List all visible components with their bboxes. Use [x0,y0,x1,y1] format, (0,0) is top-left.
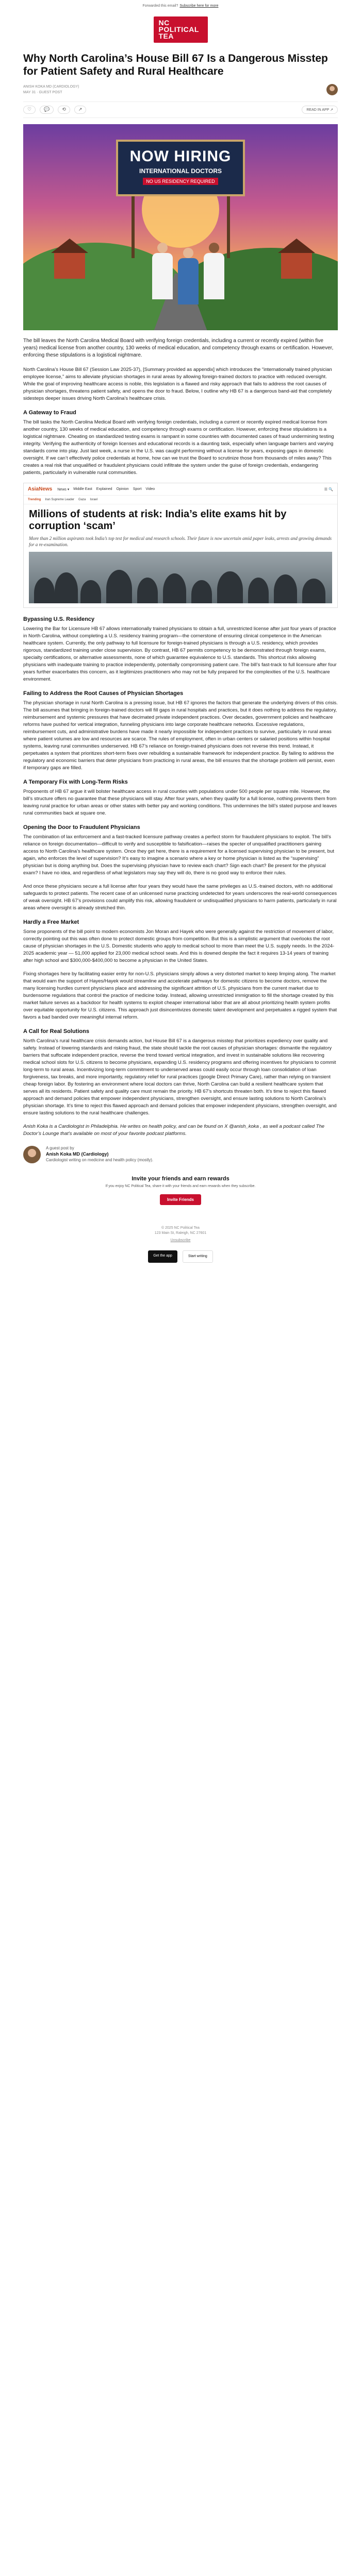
comment-button[interactable]: 💬 [40,106,54,114]
invite-subtitle: If you enjoy NC Political Tea, share it with your friends and earn rewards when they subscribe. [105,1184,256,1188]
footer-address: 123 Main St, Raleigh, NC 27601 [154,1231,207,1235]
invite-title: Invite your friends and earn rewards [132,1176,229,1182]
footer-links [23,1238,338,1243]
paragraph-solutions: North Carolina’s rural healthcare crisis demands action, but House Bill 67 is a dangerous misstep that prioritizes expediency over quality and safety. Instead of lowering standards and risking fraud, the state should tackle the root causes of physician shortages: dismantle the regulatory barriers that suffocate independent practice, reverse the trend toward vertical integration, and invest in sustainable solutions like recovering medical school slots for U.S. citizens to become physicians, expanding U.S. residency programs and offering incentives for physicians to commit long-term to rural areas. Incentivizing long-term commitment to underserved areas could easily occur through loan consolidation of loan forgiveness, tax breaks, and more importantly, regulatory relief for rural practices (google Direct Primary Care), rather than relying on transient cheap foreign labor. By fostering an environment where local doctors can thrive, North Carolina can build a resilient healthcare system that serves all its residents. Patient safety and quality care must remain the priority. HB 67’s shortcuts threaten both. It’s time to reject this flawed approach and demand policies that empower independent physicians, strengthen oversight, and ensure lasting solutions to North Carolina’s physician shortage. It’s time to reject this flawed approach and demand policies that empower independent physicians, strengthen oversight, and ensure lasting solutions to the rural healthcare challenges. [23,1038,337,1116]
embed-nav-item[interactable]: Sport [133,487,142,491]
paragraph-fraudulent-2: And once these physicians secure a full license after four years they would have the same privileges as U.S.-trained doctors, with no additional safeguards to protect patients. The recent case of an unlicensed nurse practicing undetected for years underscores the real-world consequences of weak oversight. HB 67’s provisions could amplify this risk, allowing fraudulent or undisqualified physicians to harm patients, particularly in rural areas where oversight is already stretched thin. [23,884,337,911]
like-button[interactable]: ♡ [23,106,36,114]
embed-nav-item[interactable]: Middle East [73,487,92,491]
forward-text: Forwarded this email? [142,4,178,8]
sign-post-left [132,196,135,258]
subscribe-link[interactable]: Subscribe here for more [179,4,219,8]
paragraph-fraud: The bill tasks the North Carolina Medical Board with verifying foreign credentials, including a current or recently expired medical license from another country, 130 weeks of medical education, and competency through exams or certification. However, enforcing these stipulations is a logistical nightmare. Cheating on standardized testing exams is rampant in some countries with documented cases of fraud undermining testing integrity. Verifying the authenticity of foreign licenses and educational records is a daunting task, especially when language barriers and varying standards come into play. Just last week, a nurse in the U.S. was caught performing without a license for years, exposing gaps in domestic oversight. If we can’t effectively police credentials at home, how can we trust the Board to scrutinize those from thousands of miles away? This creates a real risk that unqualified or fraudulent physicians could infiltrate the system under the guise of foreign credentials, endangering patients, particularly in vulnerable rural communities. [23,419,334,476]
byline-row [23,84,338,95]
hiring-sign [116,140,245,196]
embed-nav-item[interactable]: Opinion [116,487,129,491]
article-container [23,52,338,1263]
embed-trending-bar [24,496,337,504]
forward-bar [0,0,361,11]
masthead [0,11,361,52]
share-button[interactable]: ↗ [74,106,87,114]
guest-name[interactable]: Anish Koka MD (Cardiology) [46,1151,109,1157]
get-app-button[interactable]: Get the app [148,1250,177,1263]
footer-app-bar [23,1250,338,1263]
embed-nav-item[interactable]: News ▾ [57,487,70,492]
embed-menu-search-icons[interactable]: ☰ 🔍 [324,487,333,492]
doctor-figure-2 [178,248,199,304]
embed-trending-item[interactable]: Israel [90,498,98,501]
paragraph-fraudulent-1: The combination of lax enforcement and a fast-tracked licensure pathway creates a perfect storm for fraudulent physicians to exploit. The bill’s reliance on foreign documentation—difficult to verify and susceptible to falsification—raises the specter of unqualified practitioners gaining access to North Carolina’s healthcare system. Once they get here, there is a requirement for a licensed supervising physician to be present, but again, who enforces the level of supervision? It’s easy to imagine a scenario where a key or home physician is listed as the “supervising” physician but is doing anything but. Does the supervising physician have to review each chart? Sign each chart? Be present for the physical exam? I have no idea, and regardless of what legislators may say they will do, there is no good way to enforce their rules. [23,834,334,876]
guest-post-credit [23,1146,338,1163]
sign-post-right [227,196,230,258]
hero-illustration [23,124,338,330]
embed-nav [57,487,155,492]
embed-trending-item[interactable]: Gaza [78,498,86,501]
embed-title[interactable]: Millions of students at risk: India’s elite exams hit by corruption ‘scam’ [29,509,287,532]
embedded-article-card[interactable] [23,483,338,608]
embed-body [24,504,337,607]
hiring-sign-note: NO US RESIDENCY REQUIRED [143,178,218,185]
author-avatar[interactable] [326,84,338,95]
section-heading-residency: Bypassing U.S. Residency [23,616,95,622]
action-buttons [23,106,86,114]
byline [23,84,79,95]
restack-button[interactable]: ⟲ [58,106,70,114]
article-title[interactable]: Why North Carolina’s House Bill 67 Is a Dangerous Misstep for Patient Safety and Rural Healthcare [23,53,328,77]
guest-label: A guest post by [46,1146,74,1150]
section-heading-free-market: Hardly a Free Market [23,919,79,925]
doctor-figure-1 [152,243,173,299]
hero-caption: The bill leaves the North Carolina Medical Board with verifying foreign credentials, including a current or recently expired (within five years) medical license from another country, 130 weeks of medical education, and competency through exams or certification. However, enforcing these stipulations is a logistical nightmare. [23,338,334,358]
embed-dek: More than 2 million aspirants took India’s top test for medical and research schools. Their future is now uncertain amid paper leaks, arrests and growing demands for a re-examination. [29,536,332,547]
house-right [281,253,312,279]
paragraph-root-causes: The physician shortage in rural North Carolina is a pressing issue, but HB 67 ignores the factors that generate the underlying drivers of this crisis. The bill assumes that bringing in foreign-trained doctors will fill gaps in rural hospitals and practices, but it does nothing to address the regulatory, reimbursement and systemic pressures that have decimated private independent practices. Over decades, government policies and healthcare reforms have pushed for vertical integration, funneling physicians into large corporate healthcare networks. Excessive regulations, reimbursement cuts, and administrative burdens have made it nearly impossible for independent practices to survive, particularly in rural areas where patient volumes are low and resources are scarce. The rules of employment, often in urban centers or salaried positions within hospital systems, leaving rural communities underserved. HB 67’s reliance on foreign-trained physicians does not reverse this trend. Instead, it perpetuates a system that prioritizes short-term fixes over rebuilding a sustainable framework for independent practice. By failing to address the regulatory and economic barriers that deter physicians from practicing in rural areas, the bill ensures that the shortage problem will persist, even if temporary gaps are filled. [23,700,338,771]
section-heading-fraud: A Gateway to Fraud [23,410,76,416]
hiring-sign-subtitle: INTERNATIONAL DOCTORS [139,167,222,175]
guest-bio: Cardiologist writing on medicine and health policy (mostly). [46,1158,154,1162]
section-heading-solutions: A Call for Real Solutions [23,1028,89,1035]
embed-brand[interactable]: AsiaNews [28,486,53,492]
start-writing-button[interactable]: Start writing [183,1250,213,1263]
embed-nav-item[interactable]: Video [145,487,155,491]
guest-avatar[interactable] [23,1146,41,1163]
house-left [54,253,85,279]
paragraph-temporary-fix: Proponents of HB 67 argue it will bolster healthcare access in rural counties with populations under 500 people per square mile. However, the bill’s structure offers no guarantee that these physicians will stay. After four years, when they qualify for a full license, nothing prevents them from leaving rural practice for urban areas or other states with better pay and working conditions. This undermines the bill’s stated purpose and leaves rural communities back at square one. [23,789,337,816]
embed-header [24,483,337,496]
section-heading-fraudulent: Opening the Door to Fraudulent Physicians [23,824,140,831]
publication-logo[interactable]: NC POLITICAL TEA [154,16,208,43]
byline-date: MAY 31 · GUEST POST [23,91,62,94]
footer [23,1226,338,1263]
read-in-app-button[interactable]: READ IN APP ↗ [302,106,338,114]
invite-friends-button[interactable]: Invite Friends [160,1194,201,1205]
unsubscribe-link[interactable]: Unsubscribe [170,1239,191,1242]
embed-nav-item[interactable]: Explained [96,487,112,491]
invite-section [23,1176,338,1205]
paragraph-intro: North Carolina’s House Bill 67 (Session Law 2025-37), [Summary provided as appendix] which introduces the “internationally trained physician employee license,” aims to alleviate physician shortages in rural areas by allowing foreign-trained doctors to practice with reduced oversight. While the goal of improving healthcare access is noble, this legislation is a flawed and risky approach that fails to address the root causes of physician shortages, threatens patient safety, and opens the door to fraud. Below, I outline why HB 67 is a dangerous band-aid that completely sidesteps deeper issues driving North Carolina’s healthcare crisis. [23,367,332,401]
paragraph-free-market-1: Some proponents of the bill point to modern economists Jon Moran and Hayek who were generally against the restriction of movement of labor, correctly pointing out this was often done to protect domestic groups from competition. But this is a simplistic argument that overlooks the root cause of physician shortages in the U.S. Domestic students who apply to medical school to more than meet the U.S. supply needs. In the 2024-2025 academic year — 51,000 applied for 23,000 medical school seats. And this is downed despite the fact it requires 13-14 years of training after high school and $300,000-$400,000 to become a physician in the United States. [23,929,335,963]
section-heading-root-causes: Failing to Address the Root Causes of Physician Shortages [23,690,184,697]
embed-photo [29,552,332,603]
hiring-sign-title: NOW HIRING [129,148,232,165]
doctor-figure-3 [204,243,224,299]
byline-author[interactable]: ANISH KOKA MD (CARDIOLOGY) [23,85,79,89]
action-bar [23,101,338,118]
section-heading-temporary-fix: A Temporary Fix with Long-Term Risks [23,779,128,785]
footer-copyright: © 2025 NC Political Tea [161,1226,200,1230]
embed-trending-label: Trending [28,498,41,501]
paragraph-author-note: Anish Koka is a Cardiologist in Philadelphia. He writes on health policy, and can be found on X @anish_koka , as well a podcast called The Doctor’s Lounge that’s available on most of your favorite podcast platforms. [23,1124,325,1137]
paragraph-free-market-2: Fixing shortages here by facilitating easier entry for non-U.S. physicians simply allows a very distorted market to keep limping along. The market that would earn the support of Hayes/Hayek would streamline and accelerate pathways for domestic citizens to become doctors, remove the many licensing hurdles current physicians place and addressing the significant attrition of U.S. physicians from the current market due to burdensome regulations that control the practice of medicine today. Instead, allowing unrestricted immigration to fill the shortage created by this market failure serves as a backdoor for health systems to exploit cheaper international labor that are all about prioritizing health system profits over equitable opportunity for U.S. citizens. This approach just disincentivizes domestic talent development and perpetuates a rigged system that favors a bad banded over meaningful internal reform. [23,971,337,1020]
paragraph-residency: Lowering the Bar for Licensure HB 67 allows internationally trained physicians to obtain a full, unrestricted license after just four years of practice in North Carolina, without completing a U.S. residency training program—the cornerstone of ensuring clinical competence in the American healthcare system. Currently, the only pathway to full licensure for foreign-trained physicians is through a U.S. residency, which provides rigorous, standardized training under close supervision. By contrast, HB 67 permits competency to be demonstrated through foreign exams, specialty certifications, or alternative assessments, none of which guarantee equivalence to U.S. standards. This shortcut risks allowing physicians with inadequate training to practice independently, potentially compromising patient care. The bill’s fast-track to full licensure after four years further exacerbates this concern, as it legitimizes practitioners who may not be fully prepared for the complexities of the U.S. healthcare environment. [23,626,337,682]
embed-trending-item[interactable]: Iran Supreme Leader [45,498,75,501]
